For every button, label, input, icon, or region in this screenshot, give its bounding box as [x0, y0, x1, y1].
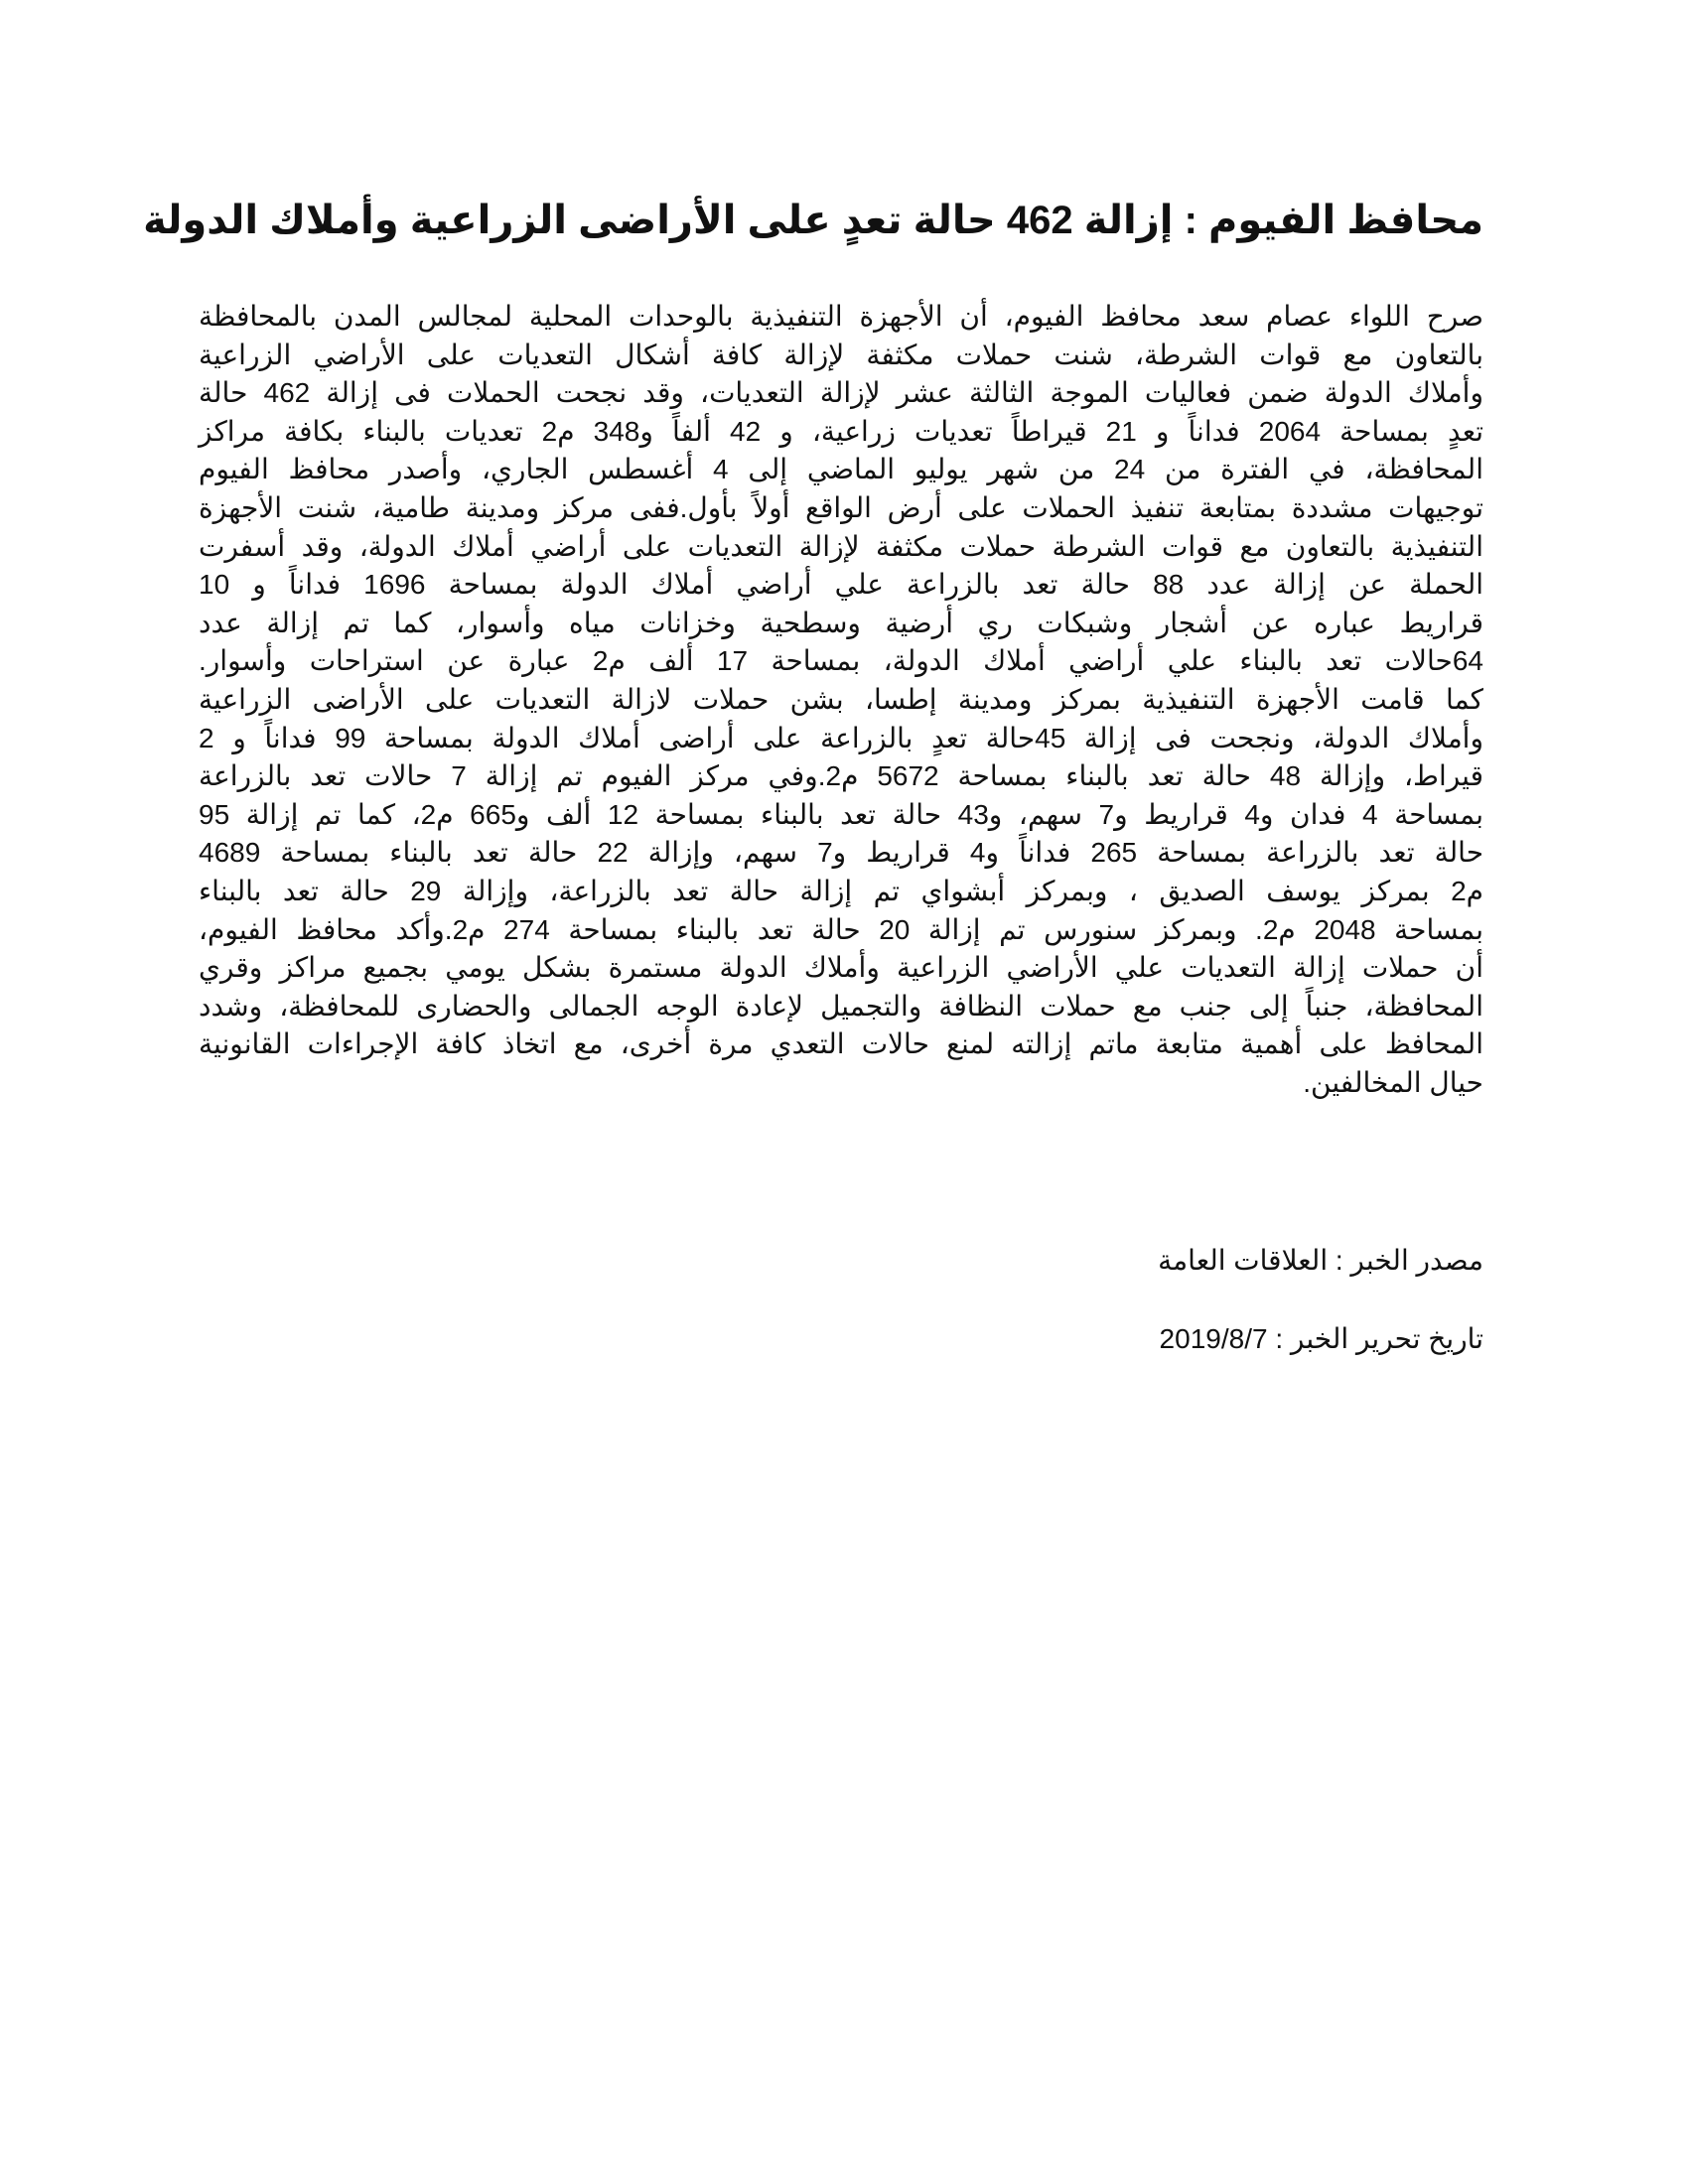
article-body-line: بمساحة 4 فدان و4 قراريط و7 سهم، و43 حالة تعد بالبناء بمساحة 12 ألف و665 م2، كما تم إزالة 95 [199, 798, 1484, 830]
article-body-line: المحافظة، جنباً إلى جنب مع حملات النظافة والتجميل لإعادة الوجه الجمالى والحضارى للمحافظة، وشدد [199, 990, 1483, 1022]
article-body-line: قراريط عباره عن أشجار وشبكات ري أرضية وسطحية وخزانات مياه وأسوار، كما تم إزالة عدد [199, 607, 1483, 638]
article-body-line: وأملاك الدولة، ونجحت فى إزالة 45حالة تعدٍ بالزراعة على أراضى أملاك الدولة بمساحة 99 فداناً و 2 [199, 722, 1483, 753]
news-source: مصدر الخبر : العلاقات العامة [1158, 1245, 1483, 1276]
article-body-line: المحافظ على أهمية متابعة ماتم إزالته لمنع حالات التعدي مرة أخرى، مع اتخاذ كافة الإجراءات القانونية [199, 1028, 1483, 1060]
article-body [199, 298, 1483, 1102]
article-body-line: قيراط، وإزالة 48 حالة تعد بالبناء بمساحة 5672 م2.وفي مركز الفيوم تم إزالة 7 حالات تعد بالزراعة [199, 760, 1484, 792]
article-body-line: كما قامت الأجهزة التنفيذية بمركز ومدينة إطسا، بشن حملات لازالة التعديات على الأراضى الزراعية [199, 683, 1483, 715]
article-body-line: وأملاك الدولة ضمن فعاليات الموجة الثالثة عشر لإزالة التعديات، وقد نجحت الحملات فى إزالة 462 حالة [199, 377, 1483, 409]
article-body-line: أن حملات إزالة التعديات علي الأراضي الزراعية وأملاك الدولة مستمرة بشكل يومي بجميع مراكز وقري [199, 952, 1483, 984]
article-headline: محافظ الفيوم : إزالة 462 حالة تعدٍ على الأراضى الزراعية وأملاك الدولة [143, 199, 1483, 242]
article-body-line: توجيهات مشددة بمتابعة تنفيذ الحملات على أرض الواقع أولاً بأول.ففى مركز ومدينة طامية، شنت الأجهزة [199, 491, 1483, 523]
article-body-line: بمساحة 2048 م2. وبمركز سنورس تم إزالة 20 حالة تعد بالبناء بمساحة 274 م2.وأكد محافظ الفيوم، [199, 913, 1483, 945]
article-body-line: بالتعاون مع قوات الشرطة، شنت حملات مكثفة لإزالة كافة أشكال التعديات على الأراضي الزراعية [199, 339, 1483, 370]
article-body-line: المحافظة، في الفترة من 24 من شهر يوليو الماضي إلى 4 أغسطس الجاري، وأصدر محافظ الفيوم [199, 454, 1483, 485]
article-body-line: حيال المخالفين. [1303, 1066, 1483, 1098]
news-date: تاريخ تحرير الخبر : 2019/8/7 [1159, 1323, 1483, 1354]
article-body-line: صرح اللواء عصام سعد محافظ الفيوم، أن الأجهزة التنفيذية بالوحدات المحلية لمجالس المدن بالمحافظة [199, 301, 1483, 332]
article-body-line: تعدٍ بمساحة 2064 فداناً و 21 قيراطاً تعديات زراعية، و 42 ألفاً و348 م2 تعديات بالبناء بكافة مراكز [199, 415, 1484, 447]
article-body-line: حالة تعد بالزراعة بمساحة 265 فداناً و4 قراريط و7 سهم، وإزالة 22 حالة تعد بالبناء بمساحة 4689 [199, 837, 1483, 869]
article-body-line: 64حالات تعد بالبناء علي أراضي أملاك الدولة، بمساحة 17 ألف م2 عبارة عن استراحات وأسوار. [199, 645, 1483, 677]
article-body-line: م2 بمركز يوسف الصديق ، وبمركز أبشواي تم إزالة حالة تعد بالزراعة، وإزالة 29 حالة تعد بالبناء [199, 875, 1483, 906]
article-body-line: الحملة عن إزالة عدد 88 حالة تعد بالزراعة علي أراضي أملاك الدولة بمساحة 1696 فداناً و 10 [199, 569, 1483, 601]
article-body-line: التنفيذية بالتعاون مع قوات الشرطة حملات مكثفة لإزالة التعديات على أراضي أملاك الدولة، وقد أسفرت [199, 530, 1483, 562]
